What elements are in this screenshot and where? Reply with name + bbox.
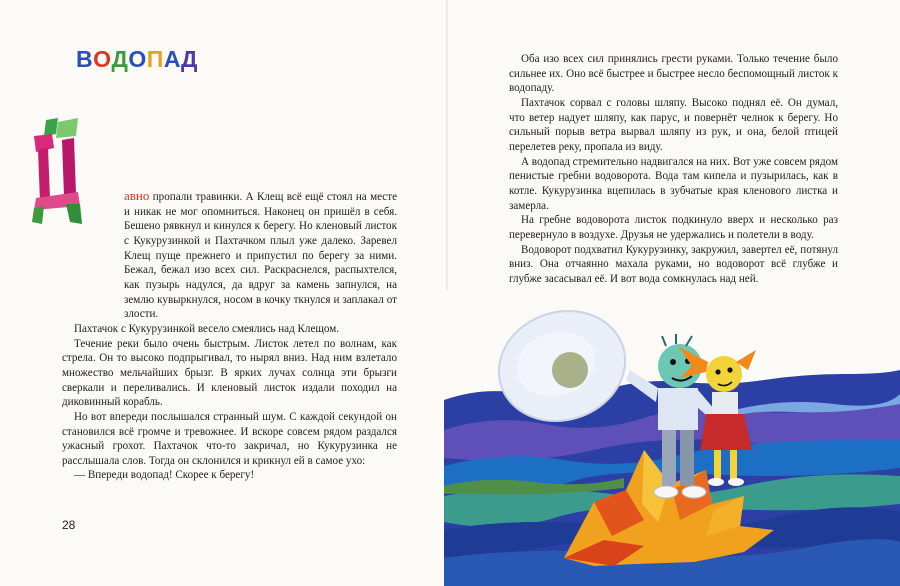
paragraph: Пахтачок с Кукурузинкой весело смеялись над Клещом. [74, 322, 340, 335]
right-text-column [509, 52, 838, 287]
drop-cap-tail: авно [124, 188, 150, 203]
paragraph: Но вот впереди послышался странный шум. С каждой секундой он становился всё громче и тревожнее. И вскоре совсем рядом раздался ужасный грохот. Пахтачок что-то закричал, но Кукурузинка не расслышала слов. Тогда он склонился и крикнул ей в самое ухо: [62, 410, 397, 467]
paragraph: Оба изо всех сил принялись грести руками. Только течение было сильнее их. Оно всё быстрее и быстрее несло беспомощный листок к водопаду. [509, 53, 838, 95]
chapter-title [76, 46, 198, 73]
title-letter: П [146, 46, 164, 72]
paragraph: — Впереди водопад! Скорее к берегу! [74, 469, 255, 482]
title-letter: О [128, 46, 147, 72]
title-letter: В [76, 46, 94, 72]
paragraph: Пахтачок сорвал с головы шляпу. Высоко поднял её. Он думал, что ветер надует шляпу, как парус, и повернёт челнок к берегу. Но сильный порыв ветра вырвал шляпу из рук, и она, белой птицей перелетев реку, пропала из виду. [509, 96, 838, 153]
paragraph: Течение реки было очень быстрым. Листок летел по волнам, как стрела. Он то высоко подпрыгивал, то нырял вниз. Над ним взлетало множество мельчайших брызг. В ярких лучах солнца эти брызги сверкали и переливались. И кленовый листок издали походил на диковинный корабль. [62, 337, 397, 409]
paragraph [124, 189, 397, 322]
title-letter: Д [111, 46, 129, 72]
illustration-waterfall [444, 290, 900, 586]
title-letter: О [93, 46, 112, 72]
paragraph: Водоворот подхватил Кукурузинку, закружил, завертел её, потянул вниз. Она отчаянно махала руками, но водоворот всё глубже и глубже засасывал её. И вот вода сомкнулась над ней. [509, 243, 838, 285]
title-letter: А [163, 46, 181, 72]
page-number: 28 [62, 518, 76, 532]
paragraph-text: пропали травинки. А Клещ всё ещё стоял на месте и никак не мог опомниться. Наконец он пришёл в себя. Бешено рявкнул и кинулся к берегу. Но кленовый листок с Кукурузинкой и Пахтачком плыл уже далеко. Заревел Клещ пуще прежнего и припустил по берегу за ними. Бежал, бежал изо всех сил. Раскраснелся, распыхтелся, как пузырь надулся, да вдруг за камень запнулся, на землю кувыркнулся, носом в кочку ткнулся и заплакал от злости. [124, 191, 397, 321]
paragraph: А водопад стремительно надвигался на них. Вот уже совсем рядом пенистые гребни водоворота. Вода там кипела и пузырилась, как в котле. Кукурузинка вцепилась в зубчатые края кленового листка и замерла. [509, 155, 838, 212]
left-text-column [62, 189, 397, 483]
paragraph: На гребне водоворота листок подкинуло вверх и несколько раз перевернуло в воздухе. Друзья не удержались и полетели в воду. [509, 214, 838, 241]
title-letter: Д [180, 46, 198, 72]
